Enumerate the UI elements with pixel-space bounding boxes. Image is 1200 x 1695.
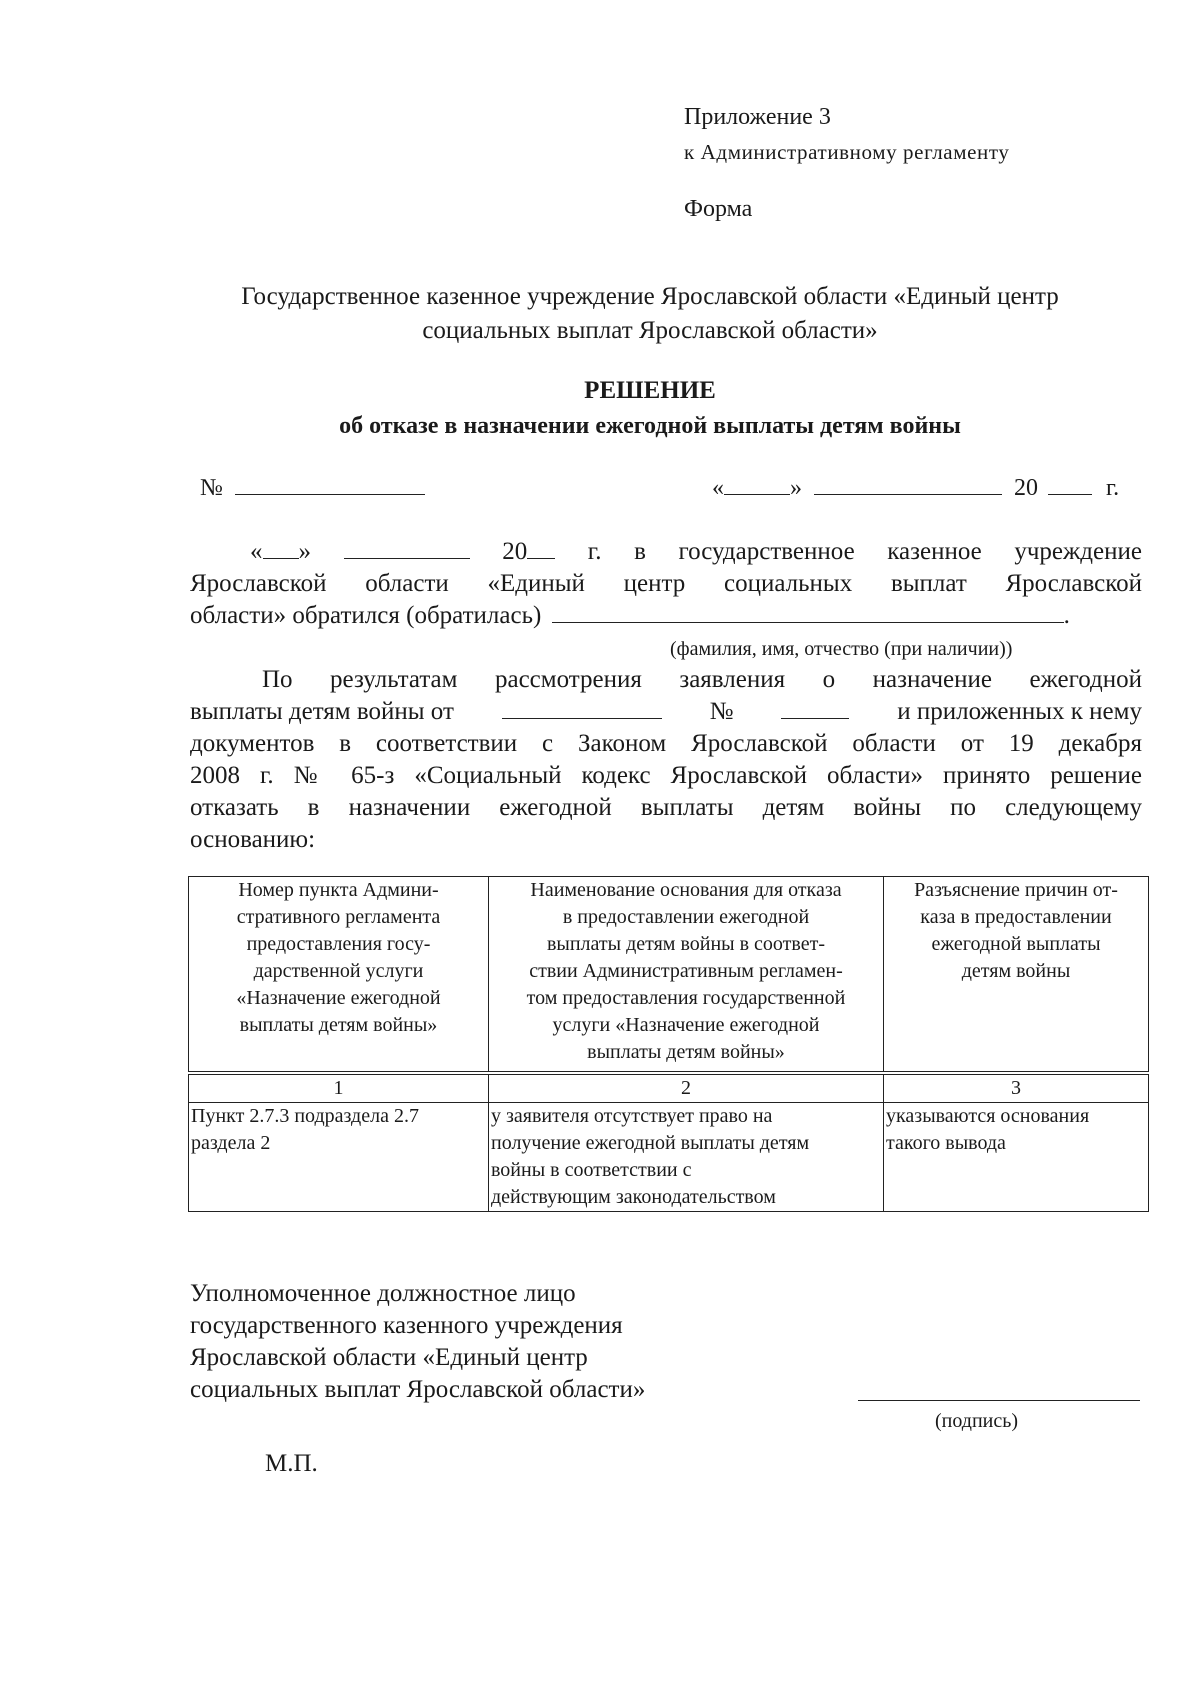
paragraph1-line2: Ярославской области «Единый центр социальных выплат Ярославской bbox=[190, 570, 1142, 597]
appeal-month-field[interactable] bbox=[344, 538, 470, 559]
number-sign: № bbox=[200, 475, 223, 501]
header-cell-1: Номер пункта Админи- стративного регламента предоставления госу- дарственной услуги «Назначение ежегодной выплаты детям войны» bbox=[189, 877, 489, 1073]
application-number-field[interactable] bbox=[781, 698, 849, 719]
document-title: РЕШЕНИЕ bbox=[584, 377, 716, 404]
signature-caption: (подпись) bbox=[935, 1410, 1019, 1432]
decision-number bbox=[200, 474, 425, 502]
header-cell-3: Разъяснение причин от- каза в предоставлении ежегодной выплаты детям войны bbox=[884, 877, 1149, 1073]
appeal-year-field[interactable] bbox=[527, 538, 555, 559]
appeal-day-field[interactable] bbox=[263, 538, 299, 559]
application-date-field[interactable] bbox=[502, 698, 662, 719]
month-field[interactable] bbox=[814, 474, 1002, 495]
date-open-quote: « bbox=[712, 475, 724, 501]
paragraph1-line1: « » 20 г. в государственное казенное учреждение bbox=[250, 538, 1142, 565]
paragraph2-line2: выплаты детям войны от № и приложенных к нему bbox=[190, 698, 1142, 725]
column-number-2: 2 bbox=[489, 1073, 884, 1103]
applicant-name-field[interactable] bbox=[552, 602, 1064, 623]
paragraph2-line1: По результатам рассмотрения заявления о назначение ежегодной bbox=[262, 666, 1142, 693]
row-cell-3: указываются основания такого вывода bbox=[884, 1103, 1149, 1212]
official-title-line2: государственного казенного учреждения bbox=[190, 1312, 623, 1339]
table-number-row bbox=[189, 1073, 1149, 1103]
paragraph2-line4: 2008 г. № 65-з «Социальный кодекс Ярославской области» принято решение bbox=[190, 762, 1142, 789]
refusal-reasons-table bbox=[188, 876, 1149, 1212]
institution-name-line2: социальных выплат Ярославской области» bbox=[422, 317, 878, 344]
year-prefix: 20 bbox=[1014, 475, 1038, 501]
form-label: Форма bbox=[684, 196, 753, 222]
official-title-line1: Уполномоченное должностное лицо bbox=[190, 1280, 576, 1307]
paragraph2-line5: отказать в назначении ежегодной выплаты детям войны по следующему bbox=[190, 794, 1142, 821]
day-field[interactable] bbox=[724, 474, 790, 495]
applicant-name-caption: (фамилия, имя, отчество (при наличии)) bbox=[670, 638, 1013, 660]
number-field[interactable] bbox=[235, 474, 425, 495]
year-suffix: г. bbox=[1106, 475, 1120, 501]
signature-line[interactable] bbox=[858, 1400, 1140, 1401]
decision-date bbox=[712, 474, 1119, 502]
header-cell-2: Наименование основания для отказа в предоставлении ежегодной выплаты детям войны в соответ- ствии Административным регламен- том предоставления государственной услуги «Назначение ежегодной выплаты детям войны» bbox=[489, 877, 884, 1073]
table-header-row bbox=[189, 877, 1149, 1073]
official-title-line4: социальных выплат Ярославской области» bbox=[190, 1376, 646, 1403]
date-close-quote: » bbox=[790, 475, 802, 501]
appendix-reference: к Административному регламенту bbox=[684, 140, 1010, 164]
stamp-label: М.П. bbox=[265, 1450, 318, 1477]
document-subtitle: об отказе в назначении ежегодной выплаты детям войны bbox=[339, 413, 961, 439]
column-number-1: 1 bbox=[189, 1073, 489, 1103]
row-cell-1: Пункт 2.7.3 подраздела 2.7 раздела 2 bbox=[189, 1103, 489, 1212]
table-row bbox=[189, 1103, 1149, 1212]
row-cell-2: у заявителя отсутствует право на получение ежегодной выплаты детям войны в соответствии с действующим законодательством bbox=[489, 1103, 884, 1212]
paragraph1-line3: области» обратился (обратилась) . bbox=[190, 602, 1070, 629]
appendix-label: Приложение 3 bbox=[684, 104, 831, 130]
paragraph2-line6: основанию: bbox=[190, 826, 316, 853]
column-number-3: 3 bbox=[884, 1073, 1149, 1103]
institution-name-line1: Государственное казенное учреждение Ярославской области «Единый центр bbox=[241, 283, 1059, 310]
paragraph2-line3: документов в соответствии с Законом Ярославской области от 19 декабря bbox=[190, 730, 1142, 757]
year-field[interactable] bbox=[1048, 474, 1092, 495]
official-title-line3: Ярославской области «Единый центр bbox=[190, 1344, 588, 1371]
